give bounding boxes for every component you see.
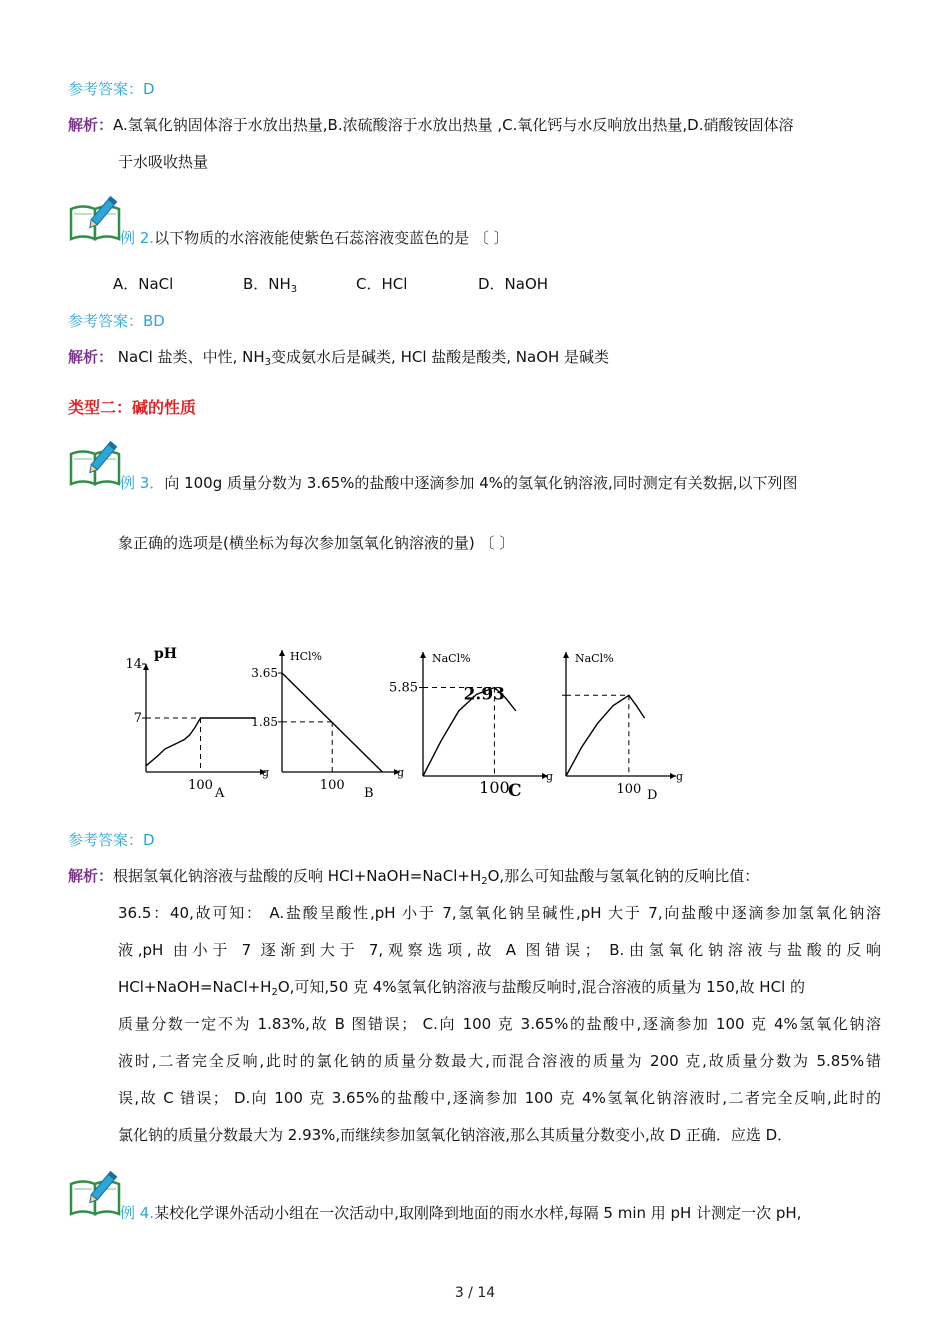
chart-a-ytick-label: 7 [133, 711, 142, 726]
analysis-line-3-6: 液时,二者完全反响,此时的氯化钠的质量分数最大,而混合溶液的质量为 200 克,故质量分数为 5.85%错 [118, 1052, 881, 1070]
example-3-number: 例 3． [120, 474, 165, 492]
example-3-question-line-2: 象正确的选项是(横坐标为每次参加氢氧化钠溶液的量) 〔 〕 [118, 534, 515, 552]
analysis-subscript: 2 [481, 876, 488, 887]
example-3-question [120, 473, 798, 493]
chart-c-y-arrow [420, 652, 426, 658]
example-2-question [120, 228, 509, 248]
chart-b-ytick-label: 1.85 [251, 714, 278, 729]
option-b-subscript: 3 [290, 284, 298, 295]
chart-c-xlabel: g [546, 770, 554, 783]
answer-value: D [143, 80, 155, 98]
chart-d-xtick-label: 100 [616, 782, 642, 797]
analysis-line-3 [68, 866, 759, 892]
analysis-line-1b: 于水吸收热量 [118, 153, 209, 171]
analysis-line-3-7: 误,故 C 错误； D.向 100 克 3.65%的盐酸中,逐滴参加 100 克 4%氢氧化钠溶液时,二者完全反响,此时的 [118, 1089, 881, 1107]
answer-label: 参考答案： [68, 312, 144, 330]
chart-b-xtick-label: 100 [319, 778, 345, 793]
option-c: C．HCl [356, 275, 408, 293]
analysis-line-3-4 [118, 977, 881, 1003]
chart-c-xtick-label: 100 [479, 778, 510, 797]
ph-hcl-nacl-charts [110, 640, 700, 810]
page-number: 3 / 14 [454, 1285, 496, 1301]
example-3-text: 向 100g 质量分数为 3.65%的盐酸中逐滴参加 4%的氢氧化钠溶液,同时测定有关数据,以下列图 [164, 474, 798, 492]
analysis-text: 根据氢氧化钠溶液与盐酸的反响 HCl+NaOH=NaCl+H [113, 867, 482, 885]
answer-line-3 [68, 830, 155, 850]
chart-b-ylabel: HCl% [290, 650, 322, 663]
notebook-pencil-icon [68, 440, 122, 486]
analysis-text-2: O,可知,50 克 4%氢氧化钠溶液与盐酸反响时,混合溶液的质量为 150,故 HCl 的 [277, 978, 805, 996]
analysis-text-2: O,那么可知盐酸与氢氧化钠的反响比值： [487, 867, 760, 885]
analysis-text-2: 变成氨水后是碱类, HCl 盐酸是酸类, NaOH 是碱类 [271, 348, 610, 366]
chart-a-xlabel: g [262, 766, 270, 779]
answer-line-2 [68, 311, 165, 331]
chart-d-ylabel: NaCl% [575, 652, 614, 665]
analysis-label: 解析： [68, 116, 114, 134]
analysis-subscript: 2 [271, 987, 278, 998]
analysis-text: HCl+NaOH=NaCl+H [118, 978, 272, 996]
chart-c-ylabel: NaCl% [432, 652, 471, 665]
chart-a-ytick-label: 14 [125, 657, 142, 672]
analysis-line-3-2: 36.5：40,故可知： A.盐酸呈酸性,pH 小于 7,氢氧化钠呈碱性,pH 大于 7,向盐酸中逐滴参加氢氧化钠溶 [118, 904, 881, 922]
chart-d-series-line [566, 695, 645, 776]
notebook-pencil-icon [68, 195, 122, 241]
example-2-number: 例 2. [120, 229, 155, 247]
section-heading: 类型二：碱的性质 [68, 398, 197, 417]
option-d: D．NaOH [478, 275, 549, 293]
chart-d-panel-label: D [647, 788, 658, 803]
chart-a-panel-label: A [215, 786, 225, 801]
answer-label: 参考答案： [68, 831, 144, 849]
answer-value: BD [143, 312, 165, 330]
chart-d-xlabel: g [676, 770, 684, 783]
answer-line-1 [68, 79, 155, 99]
option-b [243, 274, 297, 300]
example-4-question [120, 1203, 801, 1223]
analysis-subscript: 3 [264, 357, 272, 368]
option-b-text: B．NH [243, 275, 291, 293]
analysis-label: 解析： [68, 348, 114, 366]
notebook-pencil-icon [68, 1170, 122, 1216]
chart-b-panel-label: B [364, 786, 374, 801]
example-4-text: 某校化学课外活动小组在一次活动中,取刚降到地面的雨水水样,每隔 5 min 用 pH 计测定一次 pH, [154, 1204, 802, 1222]
option-a: A．NaCl [113, 275, 174, 293]
analysis-line-2 [68, 347, 609, 373]
example-2-text: 以下物质的水溶液能使紫色石蕊溶液变蓝色的是 〔 〕 [154, 229, 509, 247]
chart-d-ytick-label: 2.93 [463, 684, 505, 705]
answer-label: 参考答案： [68, 80, 144, 98]
analysis-line-3-8: 氯化钠的质量分数最大为 2.93%,而继续参加氢氧化钠溶液,那么其质量分数变小,故 D 正确．应选 D． [118, 1126, 793, 1144]
analysis-text: A.氢氧化钠固体溶于水放出热量,B.浓硫酸溶于水放出热量 ,C.氧化钙与水反响放出热量,D.硝酸铵固体溶 [113, 116, 794, 134]
chart-b-xlabel: g [397, 766, 405, 779]
chart-c-panel-label: C [508, 781, 522, 801]
chart-a-ylabel: pH [154, 646, 178, 662]
answer-value: D [143, 831, 155, 849]
chart-a-xtick-label: 100 [188, 778, 213, 793]
analysis-text: NaCl 盐类、中性, NH [113, 348, 265, 366]
chart-b-ytick-label: 3.65 [251, 666, 278, 681]
analysis-line-1 [68, 115, 793, 135]
analysis-line-3-3: 液,pH 由小于 7 逐渐到大于 7,观察选项,故 A 图错误； B.由氢氧化钠溶液与盐酸的反响 [118, 941, 881, 959]
analysis-label: 解析： [68, 867, 114, 885]
chart-c-ytick-label: 5.85 [389, 680, 418, 696]
chart-d-y-arrow [563, 652, 569, 658]
chart-a-y-arrow [143, 664, 149, 670]
example-4-number: 例 4. [120, 1204, 155, 1222]
analysis-line-3-5: 质量分数一定不为 1.83%,故 B 图错误； C.向 100 克 3.65%的盐酸中,逐滴参加 100 克 4%氢氧化钠溶 [118, 1015, 881, 1033]
chart-b-y-arrow [279, 650, 285, 656]
